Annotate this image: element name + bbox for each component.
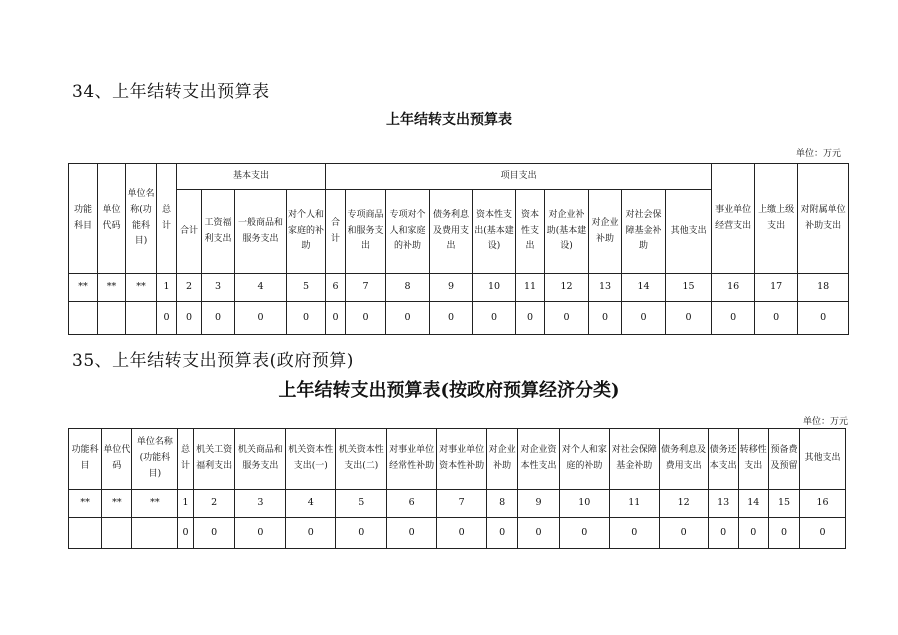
- index-cell: **: [102, 490, 132, 518]
- index-cell: 4: [286, 490, 336, 518]
- header-cell: 机关商品和服务支出: [235, 429, 286, 490]
- index-cell: 14: [738, 490, 768, 518]
- table-title-gov-economic: 上年结转支出预算表(按政府预算经济分类): [278, 380, 620, 401]
- header-func-subject: 功能科目: [69, 164, 98, 274]
- index-cell: 9: [430, 274, 473, 302]
- index-cell: 12: [545, 274, 589, 302]
- value-cell: 0: [518, 518, 560, 549]
- header-cell: 机关资本性支出(一): [286, 429, 336, 490]
- value-cell: 0: [712, 302, 755, 335]
- value-cell: [98, 302, 126, 335]
- header-cell: 总计: [178, 429, 194, 490]
- value-cell: 0: [516, 302, 545, 335]
- header-cell: 对事业单位经常性补助: [387, 429, 437, 490]
- index-cell: **: [126, 274, 157, 302]
- table-row-index: [69, 490, 846, 518]
- value-cell: 0: [609, 518, 659, 549]
- header-basic-subtotal: 合计: [177, 190, 202, 274]
- header-project-expenditure: 项目支出: [326, 164, 712, 190]
- value-cell: 0: [755, 302, 798, 335]
- unit-label: 单位：万元: [795, 149, 841, 159]
- index-cell: 8: [487, 490, 518, 518]
- value-cell: 0: [286, 518, 336, 549]
- header-project-item: 专项对个人和家庭的补助: [386, 190, 430, 274]
- index-cell: 8: [386, 274, 430, 302]
- header-project-item: 专项商品和服务支出: [346, 190, 386, 274]
- value-cell: 0: [177, 302, 202, 335]
- value-cell: 0: [430, 302, 473, 335]
- value-cell: [69, 518, 102, 549]
- value-cell: 0: [666, 302, 712, 335]
- table-row-data: [69, 518, 846, 549]
- index-cell: 11: [516, 274, 545, 302]
- value-cell: 0: [202, 302, 235, 335]
- index-cell: **: [69, 490, 102, 518]
- header-project-item: 对企业补助: [589, 190, 622, 274]
- header-tail-1: 事业单位经营支出: [712, 164, 755, 274]
- index-cell: 18: [798, 274, 849, 302]
- value-cell: 0: [800, 518, 846, 549]
- value-cell: 0: [346, 302, 386, 335]
- header-cell: 机关资本性支出(二): [336, 429, 387, 490]
- value-cell: 0: [473, 302, 516, 335]
- value-cell: 0: [235, 302, 287, 335]
- index-cell: 6: [326, 274, 346, 302]
- index-cell: 7: [346, 274, 386, 302]
- header-total: 总计: [157, 164, 177, 274]
- header-cell: 对社会保障基金补助: [609, 429, 659, 490]
- header-project-item: 对企业补助(基本建设): [545, 190, 589, 274]
- value-cell: 0: [798, 302, 849, 335]
- header-tail-2: 上缴上级支出: [755, 164, 798, 274]
- section-heading-35: 35、上年结转支出预算表(政府预算): [72, 351, 354, 371]
- value-cell: 0: [738, 518, 768, 549]
- gov-economic-carryover-table: [68, 428, 846, 549]
- header-unit-code: 单位代码: [98, 164, 126, 274]
- header-cell: 债务还本支出: [708, 429, 738, 490]
- header-cell: 单位名称(功能科目): [132, 429, 178, 490]
- value-cell: 0: [768, 518, 799, 549]
- index-cell: 12: [659, 490, 708, 518]
- index-cell: 13: [708, 490, 738, 518]
- table-header-row: [69, 429, 846, 490]
- index-cell: 10: [559, 490, 609, 518]
- header-basic-item: 工资福利支出: [202, 190, 235, 274]
- header-project-item: 债务利息及费用支出: [430, 190, 473, 274]
- value-cell: 0: [178, 518, 194, 549]
- header-cell: 对企业资本性支出: [518, 429, 560, 490]
- value-cell: 0: [437, 518, 487, 549]
- header-cell: 机关工资福利支出: [193, 429, 235, 490]
- header-basic-item: 对个人和家庭的补助: [287, 190, 326, 274]
- value-cell: [126, 302, 157, 335]
- index-cell: 10: [473, 274, 516, 302]
- index-cell: 15: [768, 490, 799, 518]
- index-cell: 1: [178, 490, 194, 518]
- carryover-expenditure-table: [68, 163, 849, 335]
- value-cell: 0: [387, 518, 437, 549]
- value-cell: [69, 302, 98, 335]
- value-cell: 0: [659, 518, 708, 549]
- header-project-item: 其他支出: [666, 190, 712, 274]
- value-cell: 0: [235, 518, 286, 549]
- header-cell: 债务利息及费用支出: [659, 429, 708, 490]
- index-cell: 2: [177, 274, 202, 302]
- index-cell: 5: [287, 274, 326, 302]
- header-cell: 转移性支出: [738, 429, 768, 490]
- header-project-item: 资本性支出: [516, 190, 545, 274]
- index-cell: 3: [235, 490, 286, 518]
- header-unit-name: 单位名称(功能科目): [126, 164, 157, 274]
- index-cell: 13: [589, 274, 622, 302]
- value-cell: 0: [589, 302, 622, 335]
- index-cell: 4: [235, 274, 287, 302]
- value-cell: 0: [287, 302, 326, 335]
- header-cell: 对个人和家庭的补助: [559, 429, 609, 490]
- header-project-item: 对社会保障基金补助: [622, 190, 666, 274]
- unit-label: 单位：万元: [802, 417, 848, 427]
- value-cell: 0: [487, 518, 518, 549]
- header-cell: 功能科目: [69, 429, 102, 490]
- index-cell: 7: [437, 490, 487, 518]
- value-cell: 0: [622, 302, 666, 335]
- value-cell: 0: [386, 302, 430, 335]
- index-cell: 11: [609, 490, 659, 518]
- table-row-index: [69, 274, 849, 302]
- value-cell: [132, 518, 178, 549]
- value-cell: 0: [559, 518, 609, 549]
- header-basic-expenditure: 基本支出: [177, 164, 326, 190]
- header-basic-item: 一般商品和服务支出: [235, 190, 287, 274]
- index-cell: 17: [755, 274, 798, 302]
- index-cell: **: [69, 274, 98, 302]
- index-cell: 9: [518, 490, 560, 518]
- section-heading-34: 34、上年结转支出预算表: [72, 82, 270, 102]
- header-cell: 对事业单位资本性补助: [437, 429, 487, 490]
- index-cell: 14: [622, 274, 666, 302]
- index-cell: 2: [193, 490, 235, 518]
- header-project-subtotal: 合计: [326, 190, 346, 274]
- header-cell: 单位代码: [102, 429, 132, 490]
- value-cell: [102, 518, 132, 549]
- value-cell: 0: [157, 302, 177, 335]
- index-cell: 5: [336, 490, 387, 518]
- header-cell: 对企业补助: [487, 429, 518, 490]
- index-cell: 15: [666, 274, 712, 302]
- index-cell: **: [98, 274, 126, 302]
- table-row-data: [69, 302, 849, 335]
- value-cell: 0: [708, 518, 738, 549]
- index-cell: 16: [800, 490, 846, 518]
- value-cell: 0: [326, 302, 346, 335]
- value-cell: 0: [545, 302, 589, 335]
- index-cell: **: [132, 490, 178, 518]
- index-cell: 1: [157, 274, 177, 302]
- header-cell: 预备费及预留: [768, 429, 799, 490]
- index-cell: 3: [202, 274, 235, 302]
- header-project-item: 资本性支出(基本建设): [473, 190, 516, 274]
- header-tail-3: 对附属单位补助支出: [798, 164, 849, 274]
- table-title-carryover: 上年结转支出预算表: [386, 112, 512, 128]
- index-cell: 16: [712, 274, 755, 302]
- header-cell: 其他支出: [800, 429, 846, 490]
- value-cell: 0: [193, 518, 235, 549]
- value-cell: 0: [336, 518, 387, 549]
- index-cell: 6: [387, 490, 437, 518]
